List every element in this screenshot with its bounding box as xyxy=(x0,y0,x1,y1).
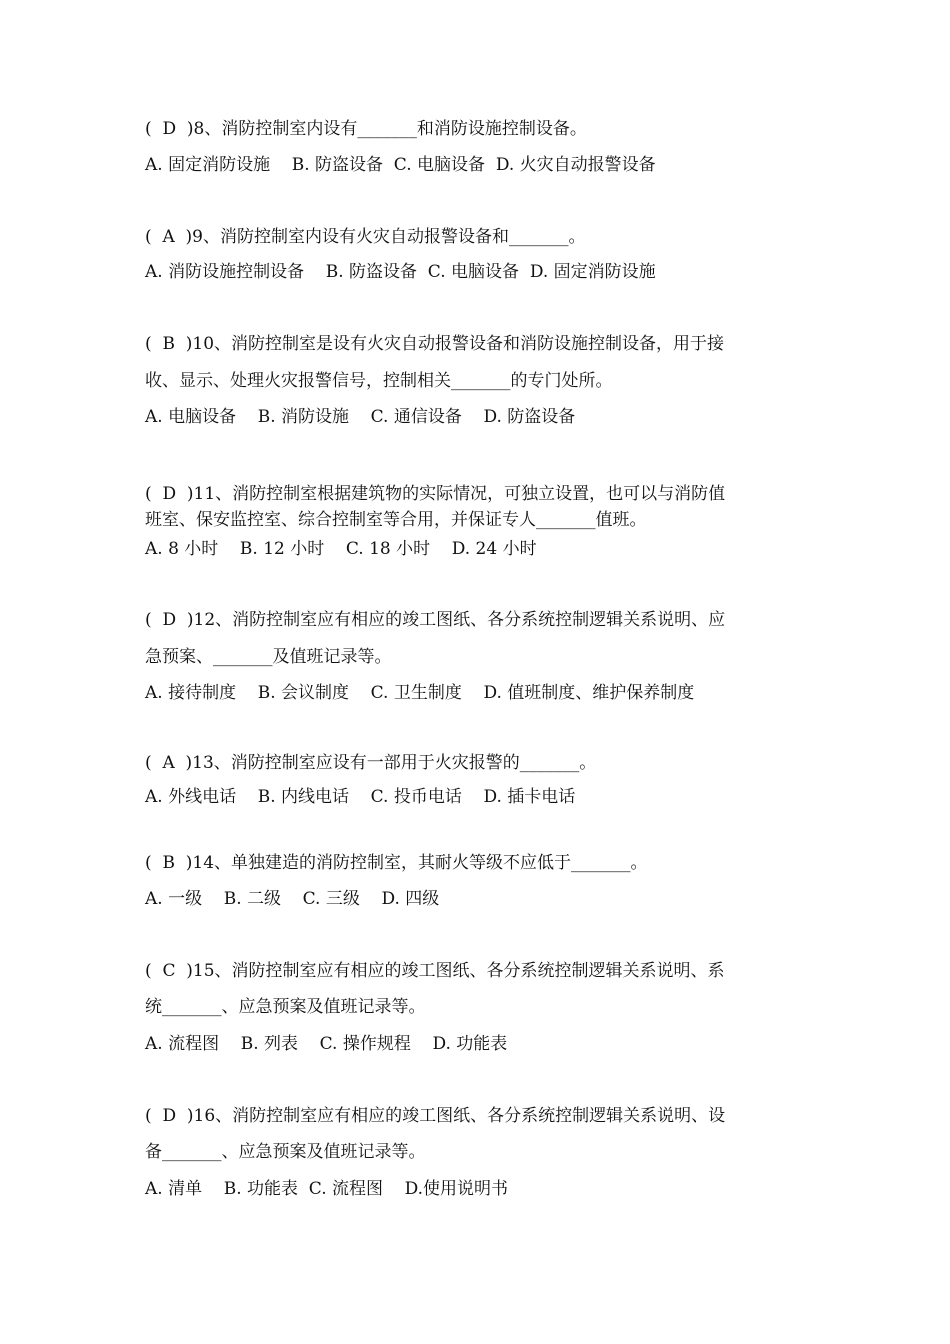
question-text: 班室、保安监控室、综合控制室等合用，并保证专人_______值班。 xyxy=(145,510,647,530)
question-text: 收、显示、处理火灾报警信号，控制相关_______的专门处所。 xyxy=(145,371,613,391)
answer-options: A. 消防设施控制设备 B. 防盗设备 C. 电脑设备 D. 固定消防设施 xyxy=(145,262,656,282)
question-text: ( D )16、消防控制室应有相应的竣工图纸、各分系统控制逻辑关系说明、设 xyxy=(145,1106,726,1126)
question-text: 急预案、_______及值班记录等。 xyxy=(145,647,392,667)
answer-options: A. 固定消防设施 B. 防盗设备 C. 电脑设备 D. 火灾自动报警设备 xyxy=(145,155,656,175)
answer-options: A. 电脑设备 B. 消防设施 C. 通信设备 D. 防盗设备 xyxy=(145,407,576,427)
question-text: ( A )13、消防控制室应设有一部用于火灾报警的_______。 xyxy=(145,753,597,773)
answer-options: A. 接待制度 B. 会议制度 C. 卫生制度 D. 值班制度、维护保养制度 xyxy=(145,683,695,703)
question-text: 统_______、应急预案及值班记录等。 xyxy=(145,997,426,1017)
question-text: ( C )15、消防控制室应有相应的竣工图纸、各分系统控制逻辑关系说明、系 xyxy=(145,961,725,981)
question-text: ( D )11、消防控制室根据建筑物的实际情况，可独立设置，也可以与消防值 xyxy=(145,484,726,504)
answer-options: A. 流程图 B. 列表 C. 操作规程 D. 功能表 xyxy=(145,1034,508,1054)
question-text: ( D )12、消防控制室应有相应的竣工图纸、各分系统控制逻辑关系说明、应 xyxy=(145,610,726,630)
question-text: 备_______、应急预案及值班记录等。 xyxy=(145,1142,426,1162)
question-text: ( A )9、消防控制室内设有火灾自动报警设备和_______。 xyxy=(145,227,586,247)
answer-options: A. 清单 B. 功能表 C. 流程图 D.使用说明书 xyxy=(145,1179,509,1199)
question-text: ( D )8、消防控制室内设有_______和消防设施控制设备。 xyxy=(145,119,587,139)
answer-options: A. 外线电话 B. 内线电话 C. 投币电话 D. 插卡电话 xyxy=(145,787,576,807)
answer-options: A. 一级 B. 二级 C. 三级 D. 四级 xyxy=(145,889,440,909)
answer-options: A. 8 小时 B. 12 小时 C. 18 小时 D. 24 小时 xyxy=(145,539,537,559)
question-text: ( B )10、消防控制室是设有火灾自动报警设备和消防设施控制设备，用于接 xyxy=(145,334,725,354)
question-text: ( B )14、单独建造的消防控制室，其耐火等级不应低于_______。 xyxy=(145,853,648,873)
